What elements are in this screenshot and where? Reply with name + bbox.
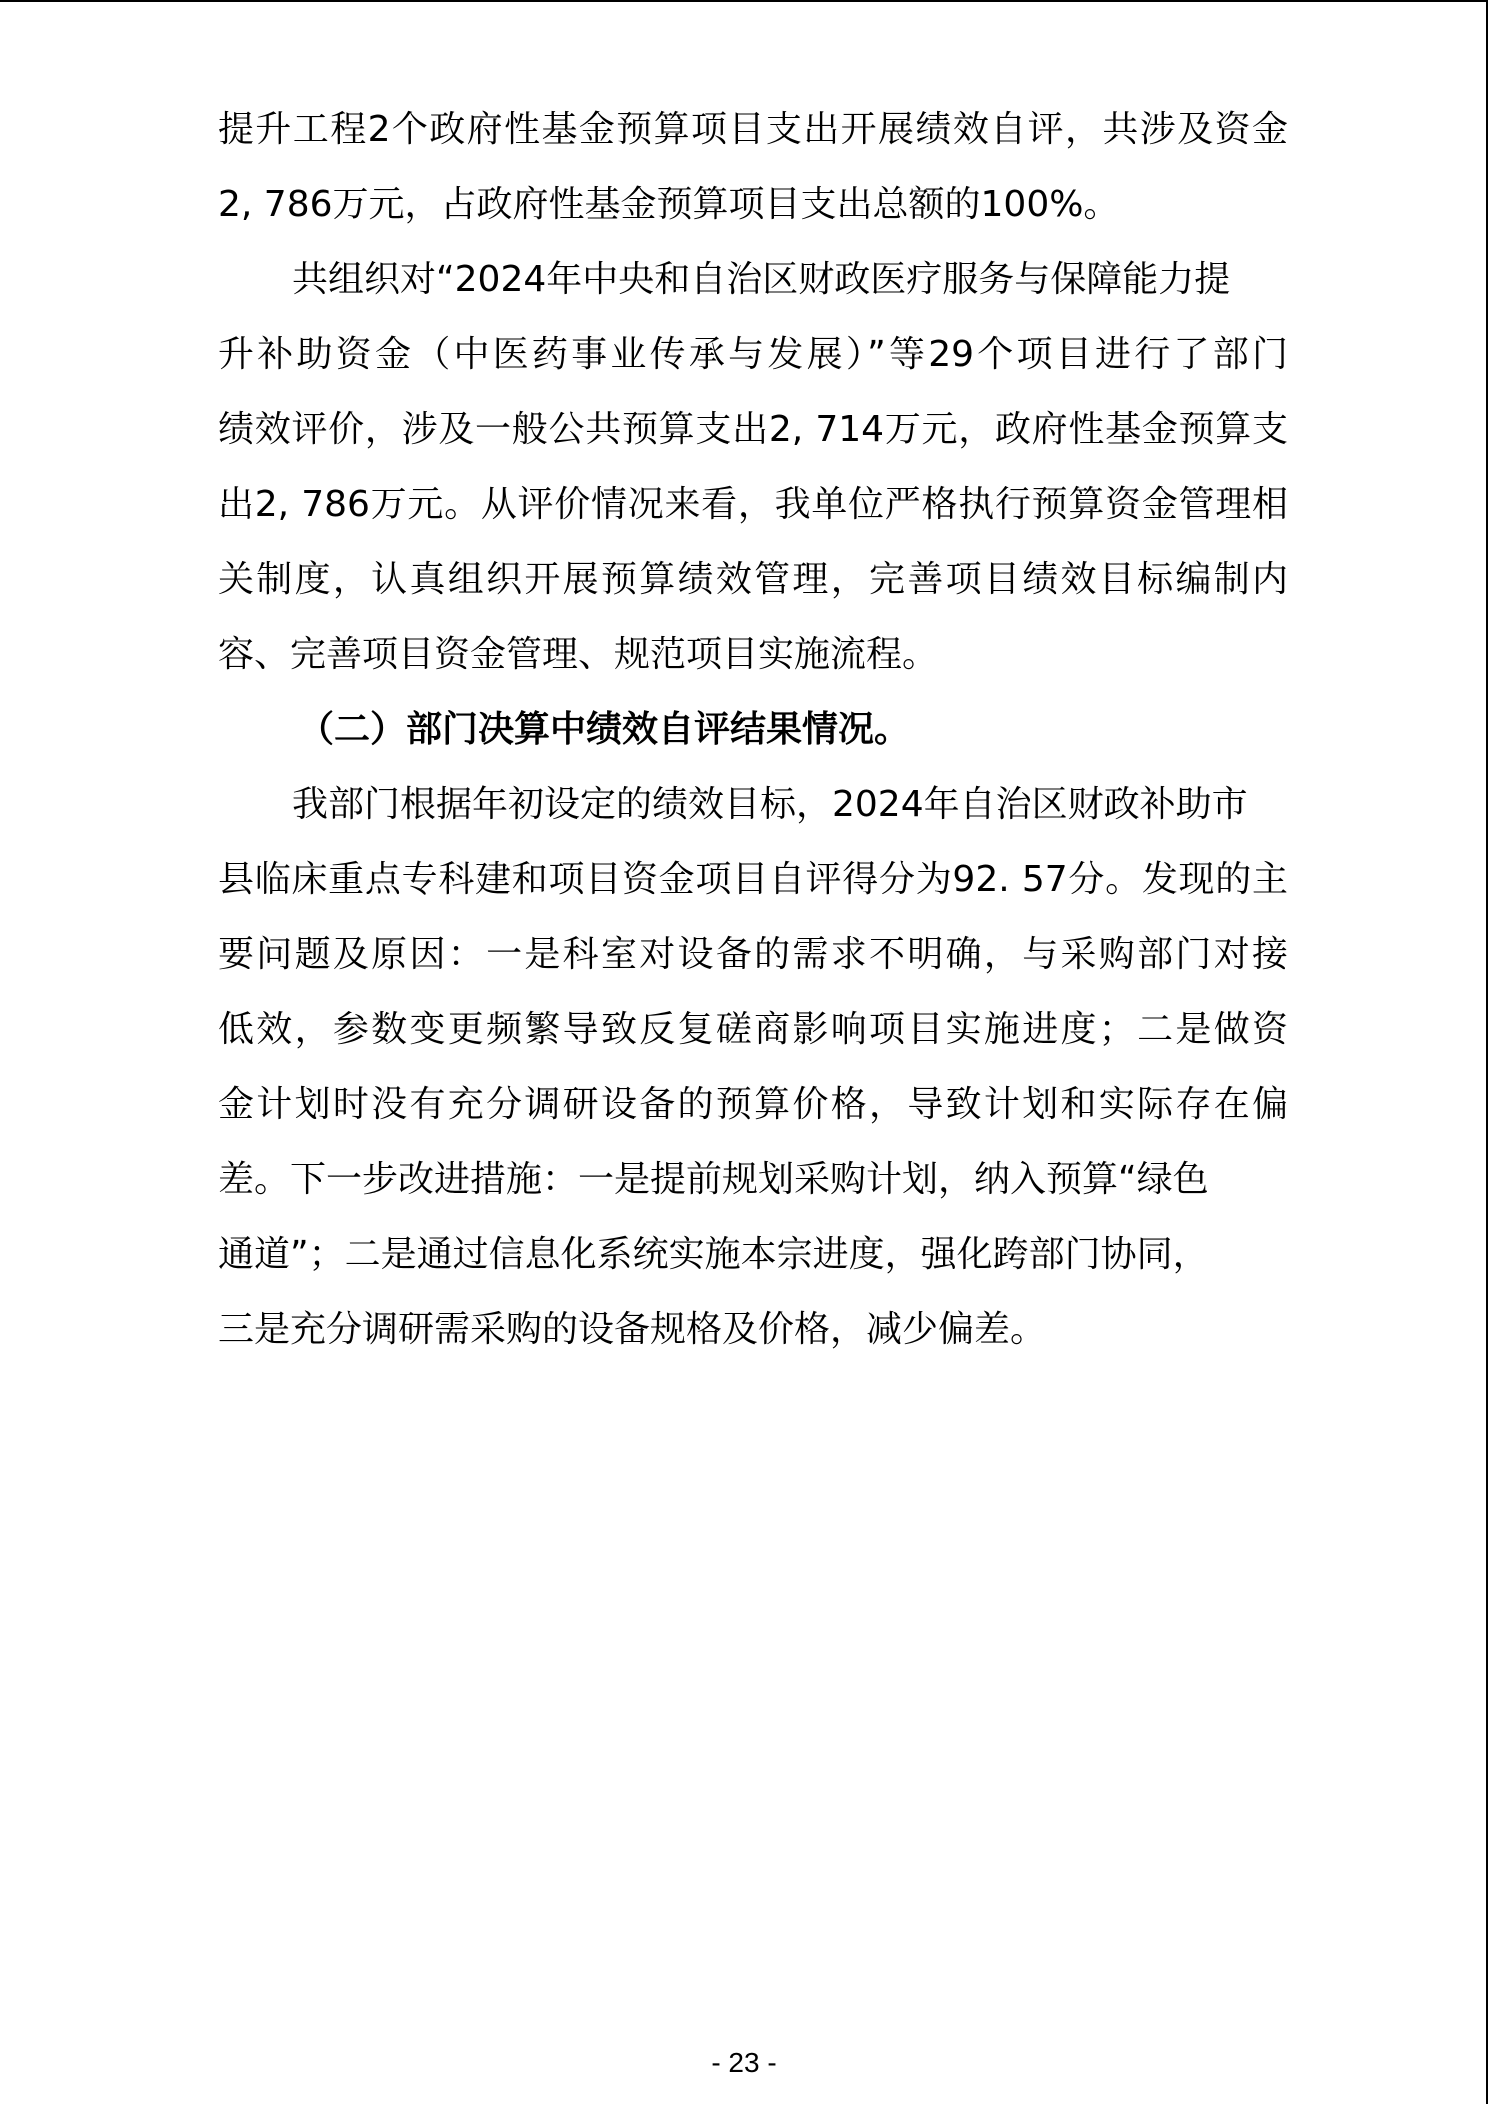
text-line: 金计划时没有充分调研设备的预算价格，导致计划和实际存在偏 (218, 1084, 1288, 1125)
text-line: 关制度，认真组织开展预算绩效管理，完善项目绩效目标编制内 (218, 559, 1288, 600)
text-line: 升补助资金（中医药事业传承与发展）”等29个项目进行了部门 (218, 334, 1288, 375)
page-number: - 23 - (711, 2047, 777, 2078)
text-line: 低效，参数变更频繁导致反复磋商影响项目实施进度；二是做资 (218, 1009, 1288, 1050)
text-line: 容、完善项目资金管理、规范项目实施流程。 (218, 634, 939, 675)
page-border-top (0, 0, 1488, 2)
text-line: 通道”；二是通过信息化系统实施本宗进度，强化跨部门协同， (218, 1234, 1209, 1275)
text-line: 要问题及原因：一是科室对设备的需求不明确，与采购部门对接 (218, 934, 1288, 975)
section-heading: （二）部门决算中绩效自评结果情况。 (298, 709, 911, 750)
paragraph-first-line: 共组织对“2024年中央和自治区财政医疗服务与保障能力提 (292, 259, 1231, 300)
text-line: 差。下一步改进措施：一是提前规划采购计划，纳入预算“绿色 (218, 1159, 1209, 1200)
text-line: 绩效评价，涉及一般公共预算支出2, 714万元，政府性基金预算支 (218, 409, 1288, 450)
document-body (218, 92, 1288, 1367)
text-line: 出2, 786万元。从评价情况来看，我单位严格执行预算资金管理相 (218, 484, 1288, 525)
text-line: 提升工程2个政府性基金预算项目支出开展绩效自评，共涉及资金 (218, 109, 1288, 150)
text-line: 县临床重点专科建和项目资金项目自评得分为92. 57分。发现的主 (218, 859, 1288, 900)
paragraph-first-line: 我部门根据年初设定的绩效目标，2024年自治区财政补助市 (292, 784, 1248, 825)
text-line: 三是充分调研需采购的设备规格及价格，减少偏差。 (218, 1309, 1047, 1350)
text-line: 2, 786万元，占政府性基金预算项目支出总额的100%。 (218, 184, 1120, 225)
